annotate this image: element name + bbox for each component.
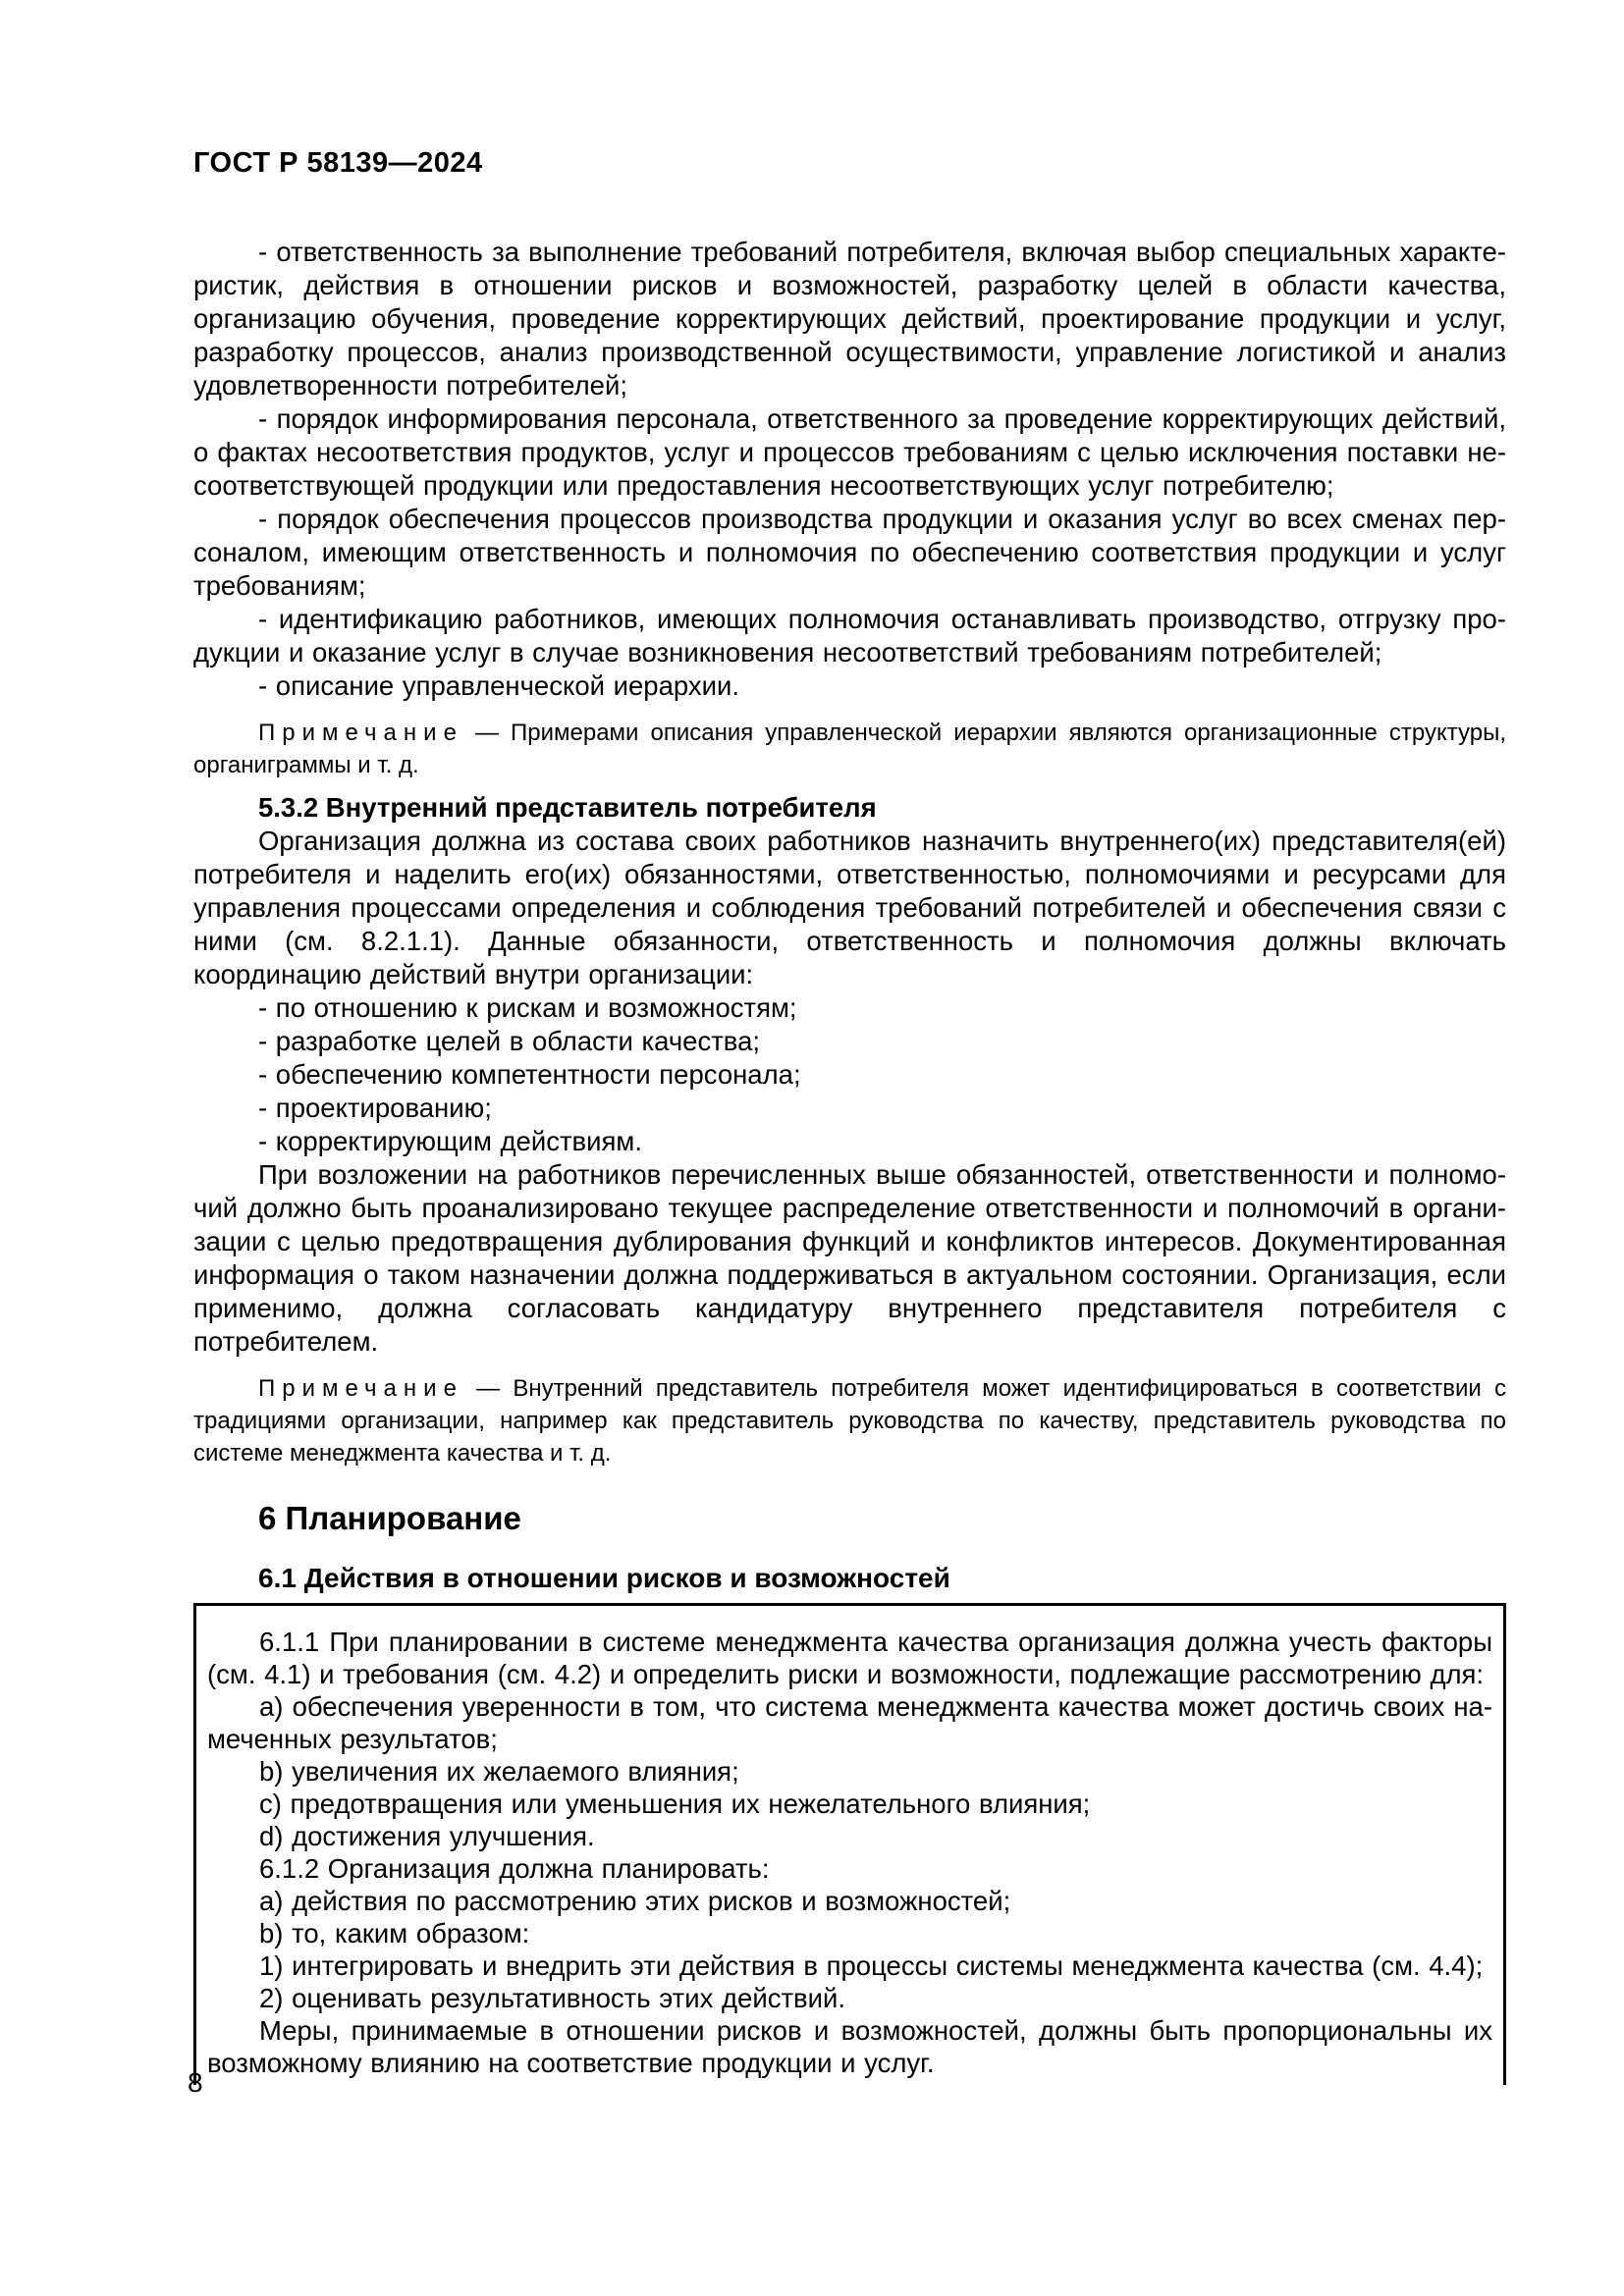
box-list-item: c) предотвращения или уменьшения их нежелательного влияния; xyxy=(259,1789,1091,1819)
page-number: 8 xyxy=(188,2067,203,2098)
subsection-heading-6-1: 6.1 Действия в отношении рисков и возможностей xyxy=(258,1563,950,1593)
box-list-item: 1) интегрировать и внедрить эти действия в процессы системы менеджмента качества (см. 4.4); xyxy=(259,1950,1484,1981)
note-text: — Примерами описания управленческой иерархии являются организационные структуры, органиграммы и т. д. xyxy=(193,720,1507,778)
bullet-item: - описание управленческой иерархии. xyxy=(258,670,739,701)
box-paragraph: 6.1.1 При планировании в системе менеджмента качества организация должна учесть факторы (см. 4.1) и требования (см. 4.2) и определить риски и возможности, подлежащие рассмотрению для: xyxy=(207,1627,1492,1689)
box-list-item: b) увеличения их желаемого влияния; xyxy=(259,1756,739,1787)
section-heading-6: 6 Планирование xyxy=(258,1500,521,1536)
clause-heading-5-3-2: 5.3.2 Внутренний представитель потребителя xyxy=(258,792,877,823)
bullet-item: - обеспечению компетентности персонала; xyxy=(258,1059,801,1090)
box-list-item: a) обеспечения уверенности в том, что система менеджмента качества может достичь своих намеченных результатов; xyxy=(207,1691,1492,1754)
framed-requirements-box xyxy=(193,1603,1506,2085)
bullet-item: - ответственность за выполнение требований потребителя, включая выбор специальных характеристик, действия в отношении рисков и возможностей, разработку целей в области качества, организацию обучения, проведение корректирующих действий, проектирование продукции и услуг, разработку процессов, анализ производственной осуществимости, управление логистикой и анализ удовлетворенности потребителей; xyxy=(193,237,1506,400)
box-list-item: a) действия по рассмотрению этих рисков и возможностей; xyxy=(259,1886,1011,1916)
bullet-item: - порядок информирования персонала, ответственного за проведение корректирующих действий, о фактах несоответствия продуктов, услуг и процессов требованиям с целью исключения поставки несоответствующей продукции или предоставления несоответствующих услуг потребителю; xyxy=(193,403,1506,501)
bullet-item: - по отношению к рискам и возможностям; xyxy=(258,992,797,1023)
note-label: Примечание xyxy=(258,720,463,746)
note-text: — Внутренний представитель потребителя может идентифицироваться в соответствии с традициями организации, например как представитель руководства по качеству, представитель руководства по системе менеджмента качества и т. д. xyxy=(193,1375,1506,1467)
bullet-item: - разработке целей в области качества; xyxy=(258,1026,761,1056)
note-paragraph xyxy=(193,1372,1506,1469)
bullet-item: - идентификацию работников, имеющих полномочия останавливать производство, отгрузку продукции и оказание услуг в случае возникновения несоответствий требованиям потребителей; xyxy=(193,604,1506,667)
box-list-item: d) достижения улучшения. xyxy=(259,1821,595,1851)
box-list-item: b) то, каким образом: xyxy=(259,1918,530,1949)
box-list-item: 2) оценивать результативность этих действий. xyxy=(259,1983,846,2013)
document-code-header: ГОСТ Р 58139—2024 xyxy=(193,147,483,179)
box-paragraph: Меры, принимаемые в отношении рисков и возможностей, должны быть пропорциональны их возможному влиянию на соответствие продукции и услуг. xyxy=(207,2015,1492,2078)
document-body xyxy=(193,236,1506,2085)
note-label: Примечание xyxy=(258,1375,463,1402)
bullet-item: - порядок обеспечения процессов производства продукции и оказания услуг во всех сменах персоналом, имеющим ответственность и полномочия по обеспечению соответствия продукции и услуг требованиям; xyxy=(193,504,1506,601)
bullet-item: - проектированию; xyxy=(258,1093,492,1123)
note-paragraph xyxy=(193,717,1506,781)
body-paragraph: При возложении на работников перечисленных выше обязанностей, ответственности и полномочий должно быть проанализировано текущее распределение ответственности и полномочий в организации с целью предотвращения дублирования функций и конфликтов интересов. Документированная информация о таком назначении должна поддерживаться в актуальном состоянии. Организация, если применимо, должна согласовать кандидатуру внутреннего представителя потребителя с потребителем. xyxy=(193,1159,1506,1357)
box-paragraph: 6.1.2 Организация должна планировать: xyxy=(259,1853,770,1884)
bullet-item: - корректирующим действиям. xyxy=(258,1126,642,1156)
clause-intro-paragraph: Организация должна из состава своих работников назначить внутреннего(их) представителя(ей) потребителя и наделить его(их) обязанностями, ответственностью, полномочиями и ресурсами для управления процессами определения и соблюдения требований потребителей и обеспечения связи с ними (см. 8.2.1.1). Данные обязанности, ответственность и полномочия должны включать координацию действий внутри организации: xyxy=(193,826,1506,989)
